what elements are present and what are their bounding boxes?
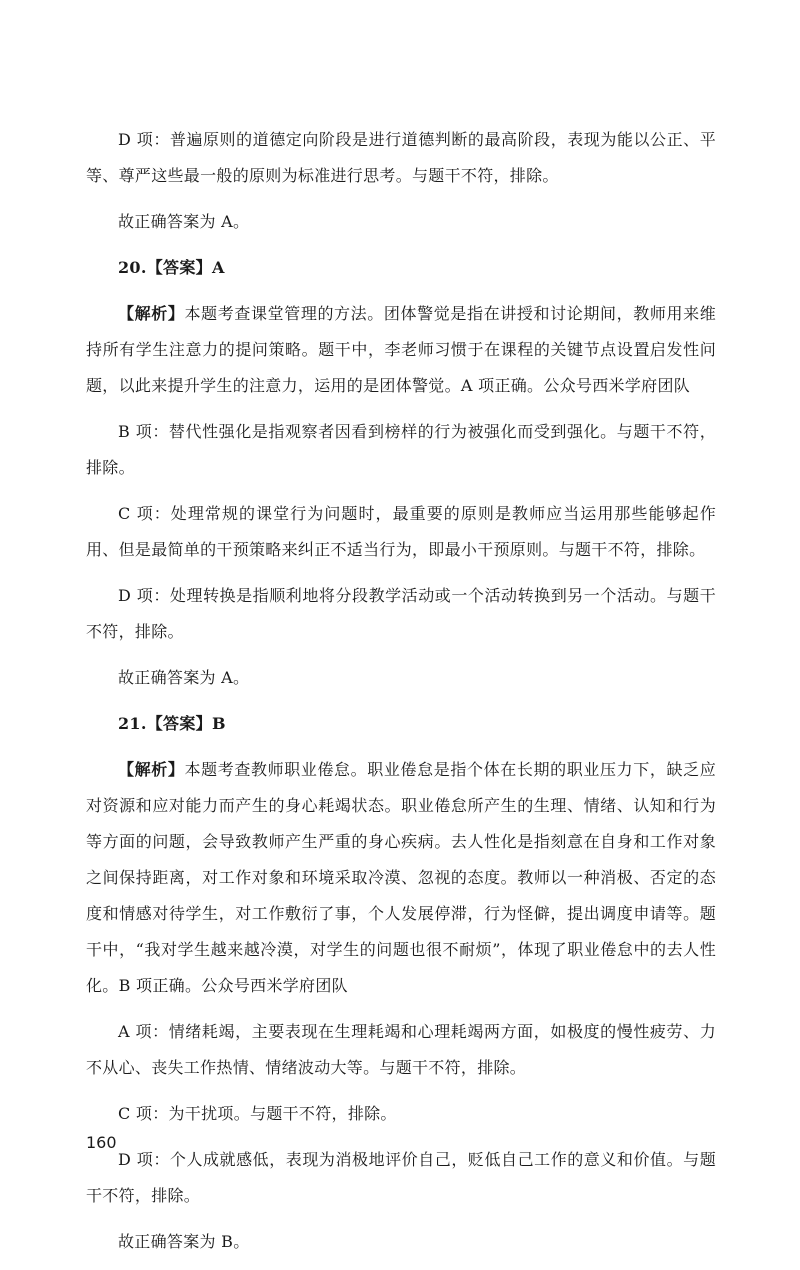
question-21-answer [86,706,716,742]
paragraph-text: D 项：普遍原则的道德定向阶段是进行道德判断的最高阶段，表现为能以公正、平等、尊严这些最一般的原则为标准进行思考。与题干不符，排除。 [86,130,716,185]
document-body [86,122,716,1270]
paragraph-text: C 项：为干扰项。与题干不符，排除。 [118,1104,397,1123]
answer-tag: 【答案】 [146,258,212,277]
option-c-explanation-q21 [86,1096,716,1132]
option-a-explanation-q21 [86,1014,716,1086]
paragraph-text: B 项：替代性强化是指观察者因看到榜样的行为被强化而受到强化。与题干不符，排除。 [86,422,716,477]
analysis-tag: 【解析】 [118,304,185,323]
paragraph-text: 本题考查教师职业倦怠。职业倦怠是指个体在长期的职业压力下，缺乏应对资源和应对能力而产生的身心耗竭状态。职业倦怠所产生的生理、情绪、认知和行为等方面的问题，会导致教师产生严重的身心疾病。去人性化是指刻意在自身和工作对象之间保持距离，对工作对象和环境采取冷漠、忽视的态度。教师以一种消极、否定的态度和情感对待学生，对工作敷衍了事，个人发展停滞，行为怪僻，提出调度申请等。题干中，“我对学生越来越冷漠，对学生的问题也很不耐烦”，体现了职业倦怠中的去人性化。B 项正确。公众号西米学府团队 [86,760,716,995]
correct-answer-q20 [86,660,716,696]
option-d-explanation-q20 [86,578,716,650]
answer-value: A [211,258,225,277]
option-d-explanation-q19 [86,122,716,194]
answer-tag: 【答案】 [146,714,212,733]
question-number: 21. [118,714,147,733]
paragraph-text: 本题考查课堂管理的方法。团体警觉是指在讲授和讨论期间，教师用来维持所有学生注意力的提问策略。题干中，李老师习惯于在课程的关键节点设置启发性问题，以此来提升学生的注意力，运用的是团体警觉。A 项正确。公众号西米学府团队 [86,304,716,395]
correct-answer-q21 [86,1224,716,1260]
paragraph-text: D 项：个人成就感低，表现为消极地评价自己，贬低自己工作的意义和价值。与题干不符，排除。 [86,1150,716,1205]
paragraph-text: A 项：情绪耗竭，主要表现在生理耗竭和心理耗竭两方面，如极度的慢性疲劳、力不从心、丧失工作热情、情绪波动大等。与题干不符，排除。 [86,1022,716,1077]
paragraph-text: 故正确答案为 A。 [118,668,250,687]
option-b-explanation-q20 [86,414,716,486]
question-20-answer [86,250,716,286]
option-c-explanation-q20 [86,496,716,568]
paragraph-text: 故正确答案为 B。 [118,1232,250,1251]
page-number: 160 [86,1133,117,1152]
paragraph-text: D 项：处理转换是指顺利地将分段教学活动或一个活动转换到另一个活动。与题干不符，排除。 [86,586,716,641]
question-number: 20. [118,258,147,277]
option-d-explanation-q21 [86,1142,716,1214]
analysis-tag: 【解析】 [118,760,185,779]
analysis-q21 [86,752,716,1004]
paragraph-text: 故正确答案为 A。 [118,212,250,231]
analysis-q20 [86,296,716,404]
paragraph-text: C 项：处理常规的课堂行为问题时，最重要的原则是教师应当运用那些能够起作用、但是最简单的干预策略来纠正不适当行为，即最小干预原则。与题干不符，排除。 [86,504,716,559]
answer-value: B [211,714,226,733]
correct-answer-q19 [86,204,716,240]
